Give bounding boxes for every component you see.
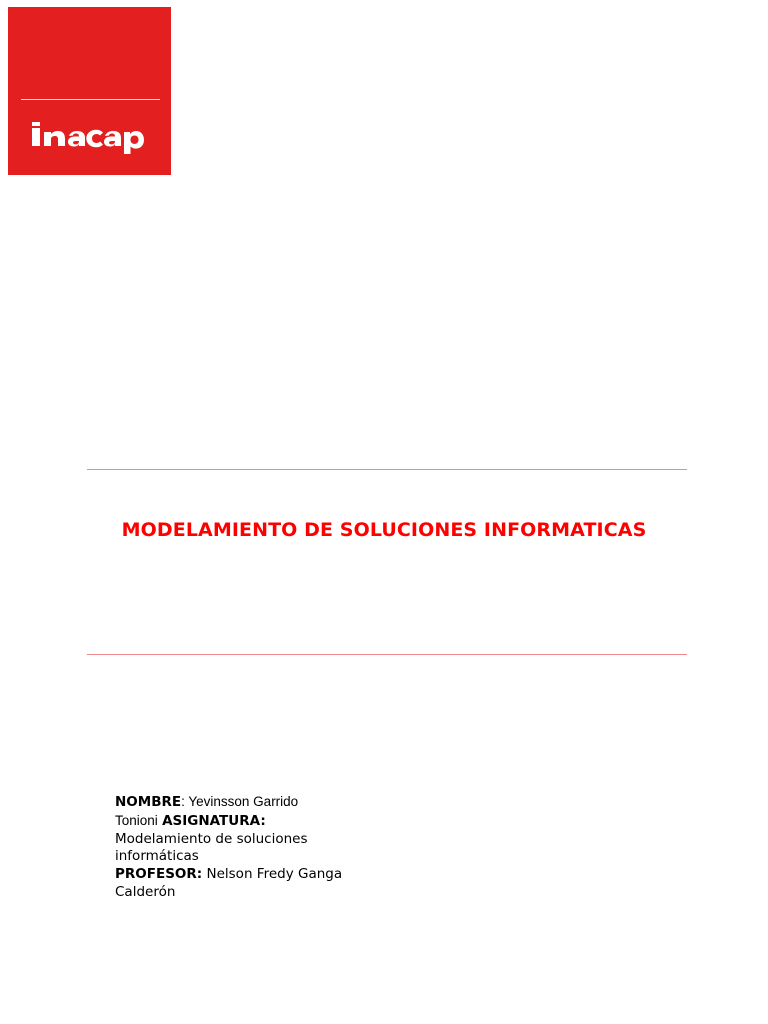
nombre-label: NOMBRE (115, 794, 182, 810)
profesor-value-cont: Calderón (115, 883, 176, 900)
asignatura-label: ASIGNATURA: (162, 812, 266, 829)
nombre-line-1 (115, 793, 365, 812)
inacap-logo (8, 7, 171, 175)
asignatura-line-2 (115, 848, 365, 866)
profesor-line-2 (115, 884, 365, 902)
nombre-value-cont: Tonioni (115, 812, 158, 828)
title-top-rule (87, 469, 687, 470)
profesor-line-1 (115, 866, 365, 884)
nombre-value: : Yevinsson Garrido (181, 794, 299, 809)
asignatura-line-1 (115, 831, 365, 849)
logo-divider (21, 99, 160, 100)
profesor-label: PROFESOR: (115, 866, 203, 883)
student-info-block (115, 793, 365, 902)
document-title: MODELAMIENTO DE SOLUCIONES INFORMATICAS (121, 519, 647, 541)
nombre-line-2 (115, 812, 365, 831)
inacap-wordmark-icon (32, 120, 148, 154)
asignatura-value-cont: informáticas (115, 848, 199, 865)
profesor-value: Nelson Fredy Ganga (202, 866, 343, 883)
asignatura-value: Modelamiento de soluciones (115, 830, 308, 847)
title-bottom-rule (87, 654, 687, 655)
